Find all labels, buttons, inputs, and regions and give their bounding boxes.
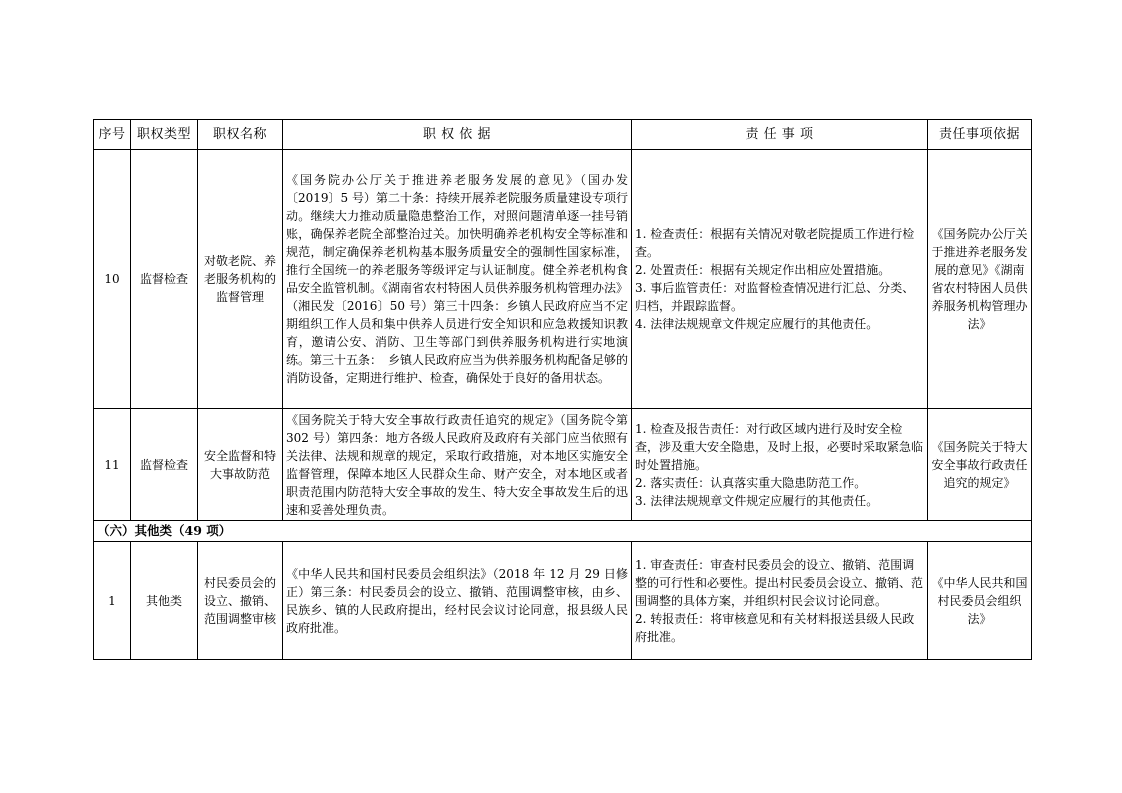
row-type: 监督检查 xyxy=(131,409,198,521)
header-basis: 职 权 依 据 xyxy=(283,120,632,150)
row-duties xyxy=(632,409,928,521)
row-duty-basis: 《国务院关于特大安全事故行政责任追究的规定》 xyxy=(928,409,1032,521)
table-row xyxy=(94,542,1032,660)
header-duty: 责 任 事 项 xyxy=(632,120,928,150)
row-seq: 1 xyxy=(94,542,131,660)
row-duty-basis: 《中华人民共和国村民委员会组织法》 xyxy=(928,542,1032,660)
row-type: 其他类 xyxy=(131,542,198,660)
authority-table xyxy=(93,119,1032,660)
row-type: 监督检查 xyxy=(131,150,198,409)
table-header-row xyxy=(94,120,1032,150)
row-name: 对敬老院、养老服务机构的监督管理 xyxy=(198,150,283,409)
row-seq: 10 xyxy=(94,150,131,409)
header-name: 职权名称 xyxy=(198,120,283,150)
duty-item: 2. 落实责任：认真落实重大隐患防范工作。 xyxy=(635,475,867,490)
duty-item: 2. 转报责任：将审核意见和有关材料报送县级人民政府批准。 xyxy=(635,611,915,644)
duty-item: 2. 处置责任：根据有关规定作出相应处置措施。 xyxy=(635,263,891,277)
row-basis: 《国务院办公厅关于推进养老服务发展的意见》（国办发〔2019〕5 号）第二十条：持续开展养老院服务质量建设专项行动。继续大力推动质量隐患整治工作，对照问题清单逐一挂号销账，确保养老院全部整治过关。加快明确养老机构安全等标准和规范，制定确保养老机构基本服务质量安全的强制性国家标准，推行全国统一的养老服务等级评定与认证制度。健全养老机构食品安全监管机制。《湖南省农村特困人员供养服务机构管理办法》（湘民发〔2016〕50 号）第三十四条：乡镇人民政府应当不定期组织工作人员和集中供养人员进行安全知识和应急救援知识教育，邀请公安、消防、卫生等部门到供养服务机构进行实地演练。第三十五条： 乡镇人民政府应当为供养服务机构配备足够的消防设备，定期进行维护、检查，确保处于良好的备用状态。 xyxy=(283,150,632,409)
row-duties xyxy=(632,542,928,660)
duty-item: 1. 检查责任：根据有关情况对敬老院提质工作进行检查。 xyxy=(635,227,915,259)
duty-item: 3. 事后监管责任：对监督检查情况进行汇总、分类、归档，并跟踪监督。 xyxy=(635,281,915,313)
row-basis: 《国务院关于特大安全事故行政责任追究的规定》（国务院令第 302 号）第四条：地方各级人民政府及政府有关部门应当依照有关法律、法规和规章的规定，采取行政措施，对本地区实施安全监督管理，保障本地区人民群众生命、财产安全，对本地区或者职责范围内防范特大安全事故的发生、特大安全事故发生后的迅速和妥善处理负责。 xyxy=(283,409,632,521)
row-seq: 11 xyxy=(94,409,131,521)
table-row xyxy=(94,150,1032,409)
header-seq: 序号 xyxy=(94,120,131,150)
duty-item: 4. 法律法规规章文件规定应履行的其他责任。 xyxy=(635,317,879,331)
table-row xyxy=(94,409,1032,521)
header-duty-basis: 责任事项依据 xyxy=(928,120,1032,150)
row-duty-basis: 《国务院办公厅关于推进养老服务发展的意见》《湖南省农村特困人员供养服务机构管理办法》 xyxy=(928,150,1032,409)
row-basis: 《中华人民共和国村民委员会组织法》（2018 年 12 月 29 日修正）第三条：村民委员会的设立、撤销、范围调整审核，由乡、民族乡、镇的人民政府提出，经村民会议讨论同意，报县级人民政府批准。 xyxy=(283,542,632,660)
duty-item: 3. 法律法规规章文件规定应履行的其他责任。 xyxy=(635,493,879,508)
row-name: 安全监督和特大事故防范 xyxy=(198,409,283,521)
row-duties xyxy=(632,150,928,409)
row-name: 村民委员会的设立、撤销、范围调整审核 xyxy=(198,542,283,660)
section-row xyxy=(94,521,1032,542)
section-title: （六）其他类（49 项） xyxy=(94,521,1032,542)
duty-item: 1. 检查及报告责任：对行政区域内进行及时安全检查，涉及重大安全隐患，及时上报，必要时采取紧急临时处置措施。 xyxy=(635,421,924,472)
duty-item: 1. 审查责任：审查村民委员会的设立、撤销、范围调整的可行性和必要性。提出村民委员会设立、撤销、范围调整的具体方案，并组织村民会议讨论同意。 xyxy=(635,557,924,608)
header-type: 职权类型 xyxy=(131,120,198,150)
